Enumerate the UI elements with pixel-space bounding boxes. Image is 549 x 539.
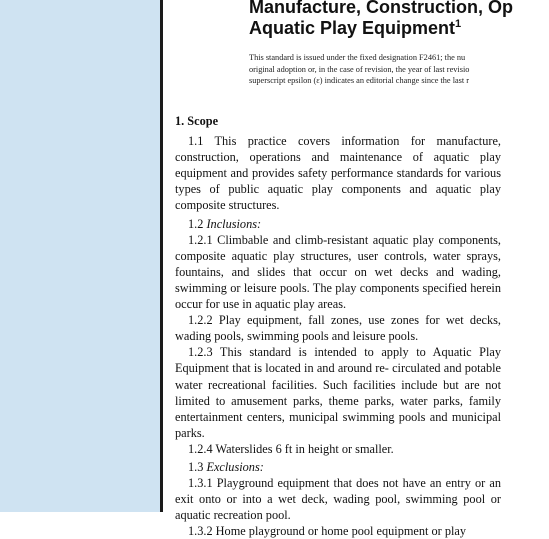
paragraph-1-2-number: 1.2 <box>188 216 204 231</box>
title-line-1: Manufacture, Construction, Op <box>249 0 514 17</box>
paragraph-1-3 <box>175 459 501 475</box>
issuance-note-line: This standard is issued under the fixed designation F2461; the nu <box>249 53 466 62</box>
scope-heading: 1. Scope <box>175 114 219 128</box>
paragraph-1-1: 1.1 This practice covers information for manufacture, construction, operations and maintenance of aquatic play equipment and provides safety performance standards for various types of public aquatic play components and aquatic play composite structures. <box>175 134 501 213</box>
issuance-note-line: superscript epsilon (ε) indicates an editorial change since the last r <box>249 76 470 85</box>
paragraph-1-3-number: 1.3 <box>188 459 204 474</box>
paragraph-1-3-1: 1.3.1 Playground equipment that does not have an entry or an exit onto or into a wet deck, wading pool, swimming pool or aquatic recreation pool. <box>175 476 501 523</box>
paragraph-1-3-2: 1.3.2 Home playground or home pool equipment or play <box>188 524 466 539</box>
paragraph-1-2-3: 1.2.3 This standard is intended to apply to Aquatic Play Equipment that is located in and around re- circulated and potable water recreational facilities. Such facilities include but are not limited to amusement parks, theme parks, water parks, family entertainment centers, municipal swimming pools and municipal parks. <box>175 345 501 440</box>
issuance-note <box>249 52 549 87</box>
title-footnote-marker: 1 <box>455 18 462 30</box>
left-sidebar-panel <box>0 0 160 512</box>
paragraph-1-2 <box>175 216 501 232</box>
document-page <box>163 0 514 539</box>
issuance-note-line: original adoption or, in the case of revision, the year of last revisio <box>249 64 470 74</box>
title-line-2 <box>249 18 513 39</box>
document-title <box>249 0 513 39</box>
inclusions-label: Inclusions: <box>206 216 262 231</box>
exclusions-label: Exclusions: <box>206 459 264 474</box>
title-line-2-text: Aquatic Play Equipment <box>249 18 456 38</box>
scope-section <box>175 113 501 539</box>
paragraph-1-2-4: 1.2.4 Waterslides 6 ft in height or smaller. <box>188 441 394 456</box>
paragraph-1-2-2: 1.2.2 Play equipment, fall zones, use zones for wet decks, wading pools, swimming pools and leisure pools. <box>175 313 501 344</box>
paragraph-1-2-1: 1.2.1 Climbable and climb-resistant aquatic play components, composite aquatic play structures, user controls, water sprays, fountains, and slides that occur on wet decks and wading, swimming or leisure pools. The play components specified herein occur for use in aquatic play areas. <box>175 232 501 312</box>
